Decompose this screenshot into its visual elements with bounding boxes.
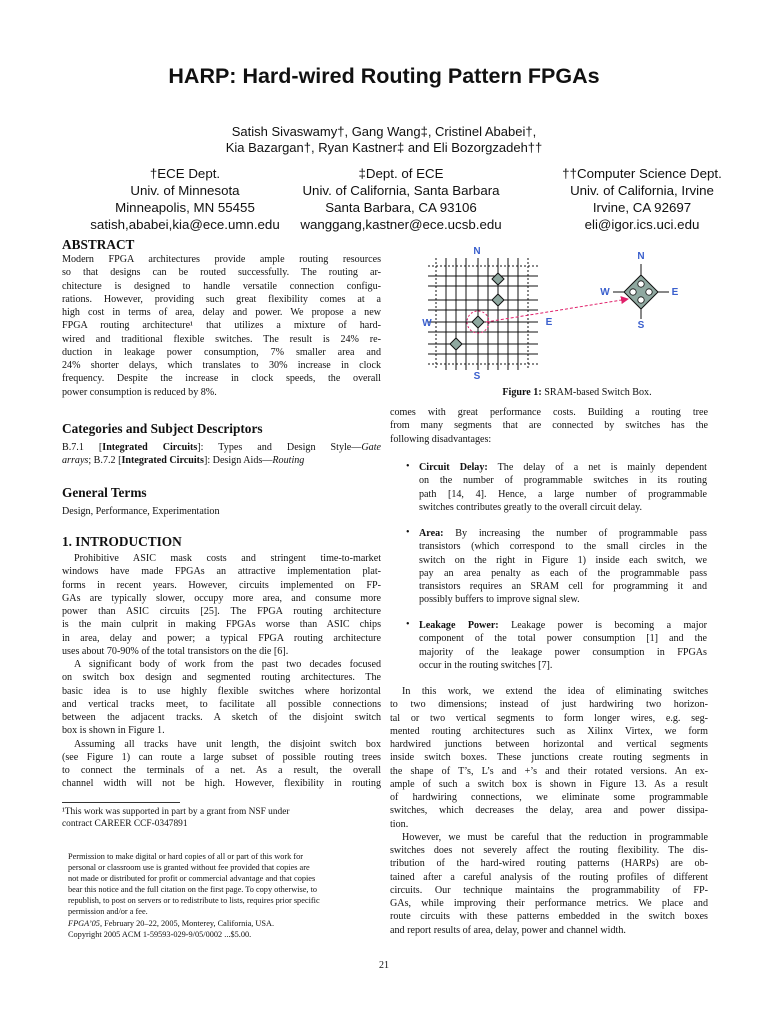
abstract-line: frequency. Despite the increase in clock speeds, the overall (62, 373, 381, 385)
right-line: route circuits with these patterns embedded in the switch boxes (390, 911, 708, 923)
affiliation-city: Minneapolis, MN 55455 (115, 200, 255, 215)
permission-notice (68, 851, 380, 940)
general-terms-text: Design, Performance, Experimentation (62, 506, 220, 517)
bullet-line: switches contributes greatly to the overall circuit delay. (419, 501, 643, 513)
intro-line: is the main culprit in making FPGAs worse than ASIC chips (62, 619, 381, 631)
switch-west-label: W (600, 287, 610, 298)
affiliation-city: Irvine, CA 92697 (592, 200, 692, 215)
pass-transistor (638, 281, 644, 287)
intro-line: forms in recent years. However, circuits implemented on FP- (62, 579, 381, 591)
intro-line: to connect the terminals of a net. As a result, the overall (62, 765, 381, 776)
affiliation-dept: ‡Dept. of ECE (358, 166, 444, 181)
categories-heading: Categories and Subject Descriptors (62, 421, 263, 436)
conference-line: FPGA’05, February 20–22, 2005, Monterey, California, USA. (68, 918, 275, 928)
abstract-line: FPGA routing architecture¹ that utilizes a mixture of hard- (62, 320, 381, 332)
abstract-line: wired and traditional flexible switches. The result is 24% re- (62, 333, 381, 345)
author-line-2: Kia Bazargan†, Ryan Kastner‡ and Eli Bozorgzadeh†† (225, 140, 543, 155)
abstract-line: 24% shorter delays, which translates to 30% increase in clock (62, 360, 381, 371)
permission-line: bear this notice and the full citation on the first page. To copy otherwise, to (68, 885, 318, 895)
intro-line: A significant body of work from the past two decades focused (74, 659, 381, 670)
introduction-heading: 1. INTRODUCTION (62, 534, 182, 549)
bullet-line: Circuit Delay: The delay of a net is mainly dependent (419, 462, 707, 473)
right-line: inside switch boxes. These junctions create routing segments in (390, 752, 708, 764)
intro-line: box is shown in Figure 1. (62, 725, 165, 737)
intro-line: in area, delay and power; a typical FPGA routing architecture (62, 632, 381, 644)
intro-line: Prohibitive ASIC mask costs and stringent time-to-market (74, 553, 381, 564)
bullet-circuit-delay (419, 461, 707, 514)
disjoint-switches (450, 273, 504, 350)
intro-line: uses about 70-90% of the total transistors on the die [6]. (62, 645, 289, 657)
figure-caption (400, 387, 754, 398)
right-line: mented routing architectures such as Xilinx Virtex, we form (390, 725, 708, 737)
right-line: switches does not severely affect the routing flexibility. The dis- (390, 845, 708, 856)
right-line: tal or two vertical segments to form longer wires, e.g. seg- (390, 712, 708, 724)
switch-diamond (450, 338, 462, 350)
intro-line: and vertical tracks meet, to facilitate all possible connections (62, 698, 381, 710)
switch-north-label: N (637, 251, 645, 262)
right-line: circuits. Our technique maintains the programmability of FP- (390, 884, 708, 896)
intro-line: on switch box design and segmented routing architectures. The (62, 672, 381, 684)
intro-line: basic idea is to use highly flexible switches where horizontal (62, 685, 381, 697)
bullet-marker: • (406, 461, 410, 472)
routing-track-grid (428, 258, 538, 370)
affiliation-dept: †ECE Dept. (149, 166, 221, 181)
abstract-line: power consumption is reduced by 8%. (62, 386, 217, 398)
switch-body (624, 275, 658, 309)
affiliation-email: satish,ababei,kia@ece.umn.edu (90, 217, 280, 232)
intro-line: Assuming all tracks have unit length, the disjoint switch box (74, 738, 381, 750)
affiliation-univ: Univ. of California, Irvine (570, 183, 714, 198)
affiliation-uci (526, 165, 758, 233)
switch-east-label: E (671, 287, 679, 298)
permission-line: Permission to make digital or hard copies of all or part of this work for (68, 852, 304, 861)
right-column-paragraph-1 (390, 406, 708, 446)
paper-title: HARP: Hard-wired Routing Pattern FPGAs (168, 64, 600, 88)
right-line: and report results of area, delay, power and channel width. (390, 924, 626, 936)
bullet-leakage-power (419, 619, 707, 672)
right-line: tained after a careful analysis of the routing profiles of different (390, 871, 708, 883)
abstract-line: duction in leakage power consumption, 7% smaller area and (62, 346, 381, 358)
right-line: GAs, while improving their performance metrics. We place and (390, 898, 708, 909)
copyright-line: Copyright 2005 ACM 1-59593-029-9/05/0002 ...$5.00. (68, 929, 252, 939)
figure-caption-label: Figure 1: (502, 387, 542, 398)
magnified-switch-box (613, 264, 669, 319)
bullet-line: pay an area penalty as each of the programmable pass (419, 567, 707, 579)
footnote-line-1: ¹This work was supported in part by a grant from NSF under (62, 807, 290, 817)
right-line: In this work, we extend the idea of eliminating switches (402, 686, 708, 697)
switch-diamond (472, 316, 484, 328)
bullet-line: Leakage Power: Leakage power is becoming a major (419, 620, 707, 631)
page-number: 21 (379, 960, 389, 971)
intro-line: power than ASIC circuits [25]. The FPGA routing architecture (62, 606, 381, 617)
bullet-line: path [14, 4]. Hence, a large number of programmable (419, 488, 707, 500)
intro-line: windows have made FPGAs an attractive implementation plat- (62, 566, 381, 578)
intro-line: between the adjacent tracks. A sketch of the disjoint switch (62, 712, 381, 723)
abstract-heading: ABSTRACT (62, 237, 135, 252)
abstract-line: so that designs can be routed successfully. The routing ar- (62, 267, 381, 279)
footnote (62, 806, 384, 830)
affiliation-ucsb (298, 165, 504, 233)
pass-transistor (646, 289, 652, 295)
affiliation-dept: ††Computer Science Dept. (562, 166, 722, 181)
grid-west-label: W (422, 318, 432, 329)
abstract-line: Modern FPGA architectures provide ample routing resources (62, 254, 381, 265)
abstract-line: high cost in terms of area, delay and power. We propose a new (62, 307, 381, 318)
pass-transistor (638, 297, 644, 303)
switch-diamond (492, 273, 504, 285)
bullet-line: component of the total power consumption [1] and the (419, 633, 707, 645)
affiliation-city: Santa Barbara, CA 93106 (325, 200, 477, 215)
grid-east-label: E (545, 317, 553, 328)
abstract-line: rations. However, providing such great flexibility comes at a (62, 293, 381, 305)
categories-body (62, 441, 381, 468)
general-terms-body (62, 505, 381, 518)
right-line: the shape of T’s, L’s and +’s and their rotated versions. An ex- (390, 765, 708, 777)
bullet-line: possibly buffers to improve signal slew. (419, 594, 580, 606)
permission-line: permission and/or a fee. (68, 907, 148, 917)
switch-south-label: S (637, 320, 645, 331)
bullet-line: majority of the leakage power consumption in FPGAs (419, 646, 707, 658)
intro-line: GAs are typically slower, occupy more area, and consume more (62, 592, 381, 604)
bullet-line: switch on the right in Figure 1) inside each switch, we (419, 554, 707, 566)
right-line: tion. (390, 818, 409, 830)
permission-line: personal or classroom use is granted without fee provided that copies are (68, 863, 310, 873)
right-column-paragraph-2 (390, 685, 708, 937)
bullet-line: transistors requires an SRAM cell for programming it and (419, 581, 707, 592)
right-line: comes with great performance costs. Building a routing tree (390, 407, 708, 418)
right-line: of hardwiring connections, we eliminate some programmable (390, 792, 708, 803)
right-line: following disadvantages: (390, 433, 492, 445)
bullet-line: transistors (which correspond to the small circles in the (419, 541, 707, 553)
affiliation-email: wanggang,kastner@ece.ucsb.edu (300, 217, 502, 232)
right-line: ample of such a switch box is shown in Figure 13. As a result (390, 778, 708, 790)
author-list (0, 124, 768, 156)
right-line: from many segments that are connected by switches has the (390, 420, 708, 432)
bullet-marker: • (406, 619, 410, 630)
categories-line-1: B.7.1 [Integrated Circuits]: Types and Design Style—Gate (62, 442, 381, 453)
grid-south-label: S (473, 371, 481, 382)
abstract-line: chitecture is designed to handle versatile connection configu- (62, 280, 381, 292)
affiliation-email: eli@igor.ics.uci.edu (584, 217, 700, 232)
intro-line: (see Figure 1) can route a large subset of possible routing trees (62, 751, 381, 763)
bullet-line: on the number of programmable switches in its routing (419, 475, 707, 487)
figure-caption-text: SRAM-based Switch Box. (541, 387, 652, 398)
bullet-area (419, 527, 707, 607)
right-line: switches, which decreases the delay, area and power dissipa- (390, 805, 708, 817)
affiliation-univ: Univ. of Minnesota (130, 183, 240, 198)
grid-north-label: N (473, 246, 481, 257)
abstract-body (62, 253, 381, 399)
pass-transistor (630, 289, 636, 295)
categories-line-2: arrays; B.7.2 [Integrated Circuits]: Design Aids—Routing (62, 455, 305, 467)
author-line-1: Satish Sivaswamy†, Gang Wang‡, Cristinel Ababei†, (231, 124, 537, 139)
right-line: to two dimensions; instead of just hardwiring two horizon- (390, 699, 708, 711)
general-terms-heading: General Terms (62, 485, 147, 500)
footnote-line-2: contract CAREER CCF-0347891 (62, 819, 188, 829)
intro-line: channel width will not be high. However, flexibility in routing (62, 778, 381, 790)
affiliation-umn (70, 165, 300, 233)
right-line: However, we must be careful that the reduction in programmable (402, 831, 708, 843)
introduction-body (62, 552, 381, 791)
right-line: tribution of the hard-wired routing patterns (HARPs) are ob- (390, 858, 708, 870)
permission-line: republish, to post on servers or to redistribute to lists, requires prior specific (68, 896, 320, 906)
right-line: hardwired junctions between horizontal and vertical segments (390, 739, 708, 750)
switch-box-figure (410, 244, 710, 384)
permission-line: not made or distributed for profit or commercial advantage and that copies (68, 874, 316, 884)
bullet-marker: • (406, 527, 410, 538)
bullet-line: Area: By increasing the number of programmable pass (419, 528, 707, 539)
bullet-line: occur in the routing switches [7]. (419, 659, 553, 671)
switch-diamond (492, 294, 504, 306)
footnote-rule (62, 802, 180, 803)
affiliation-univ: Univ. of California, Santa Barbara (302, 183, 500, 198)
